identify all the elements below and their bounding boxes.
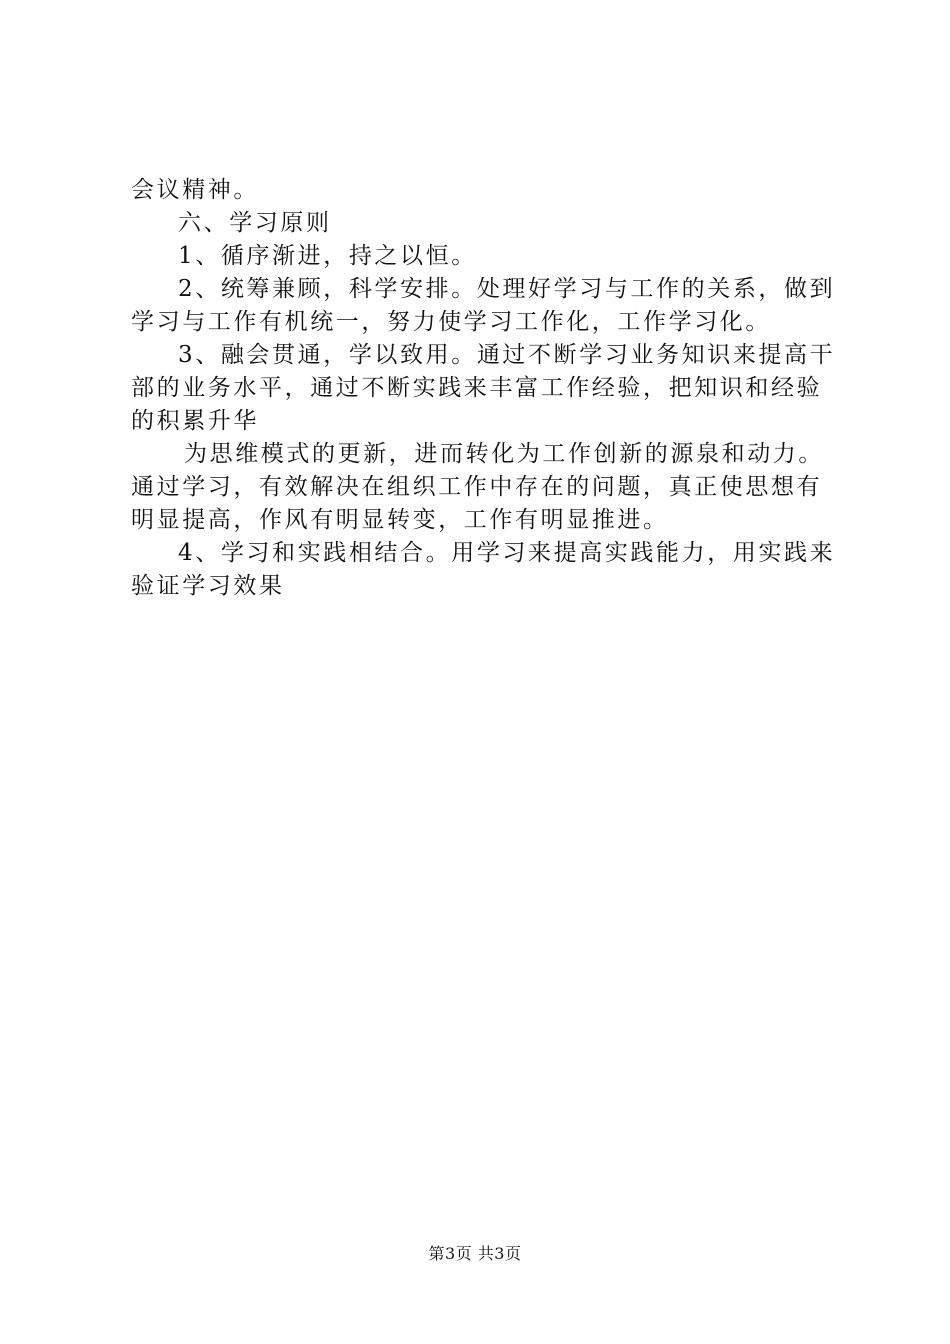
section-heading: 六、学习原则 xyxy=(178,210,332,236)
text-line: 会议精神。 xyxy=(131,177,259,203)
text-line: 4、学习和实践相结合。用学习来提高实践能力，用实践来 xyxy=(178,540,836,566)
text-line: 部的业务水平，通过不断实践来丰富工作经验，把知识和经验 xyxy=(131,375,823,401)
page-indicator: 第3页 共3页 xyxy=(428,1244,522,1263)
text-line: 明显提高，作风有明显转变，工作有明显推进。 xyxy=(131,507,669,533)
text-line: 2、统筹兼顾，科学安排。处理好学习与工作的关系，做到 xyxy=(178,276,836,302)
text-line: 1、循序渐进，持之以恒。 xyxy=(178,243,477,269)
text-line: 为思维模式的更新，进而转化为工作创新的源泉和动力。 xyxy=(184,441,824,467)
text-line: 的积累升华 xyxy=(131,408,259,434)
page-footer xyxy=(0,1243,950,1265)
text-line: 学习与工作有机统一，努力使学习工作化，工作学习化。 xyxy=(131,309,771,335)
text-line: 验证学习效果 xyxy=(131,573,285,599)
document-body xyxy=(131,174,836,603)
text-line: 通过学习，有效解决在组织工作中存在的问题，真正使思想有 xyxy=(131,474,823,500)
text-line: 3、融会贯通，学以致用。通过不断学习业务知识来提高干 xyxy=(178,342,836,368)
